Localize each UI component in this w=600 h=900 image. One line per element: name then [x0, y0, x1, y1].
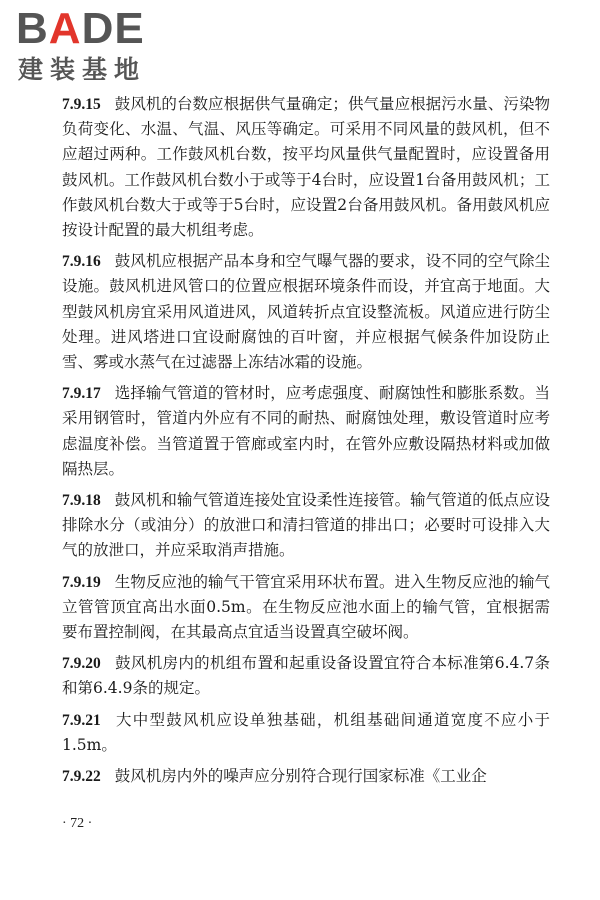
clause-number: 7.9.18: [62, 492, 101, 510]
clause-number: 7.9.19: [62, 573, 101, 591]
clause-text: 鼓风机的台数应根据供气量确定；供气量应根据污水量、污染物负荷变化、水温、气温、风压等确定。可采用不同风量的鼓风机，但不应超过两种。工作鼓风机台数，按平均风量供气量配置时，应设置备用鼓风机。工作鼓风机台数小于或等于4台时，应设置1台备用鼓风机；工作鼓风机台数大于或等于5台时，应设置2台备用鼓风机。备用鼓风机应按设计配置的最大机组考虑。: [62, 95, 550, 240]
bade-logo: [16, 4, 176, 84]
clause-number: 7.9.22: [62, 768, 101, 786]
page-number: · 72 ·: [62, 816, 93, 831]
clause-number: 7.9.20: [62, 655, 101, 673]
clause-7-9-15: [62, 92, 550, 243]
logo-subtitle: 建装基地: [18, 55, 147, 84]
clause-text: 选择输气管道的管材时，应考虑强度、耐腐蚀性和膨胀系数。当采用钢管时，管道内外应有不同的耐热、耐腐蚀处理，敷设管道时应考虑温度补偿。当管道置于管廊或室内时，在管外应敷设隔热材料或加做隔热层。: [62, 384, 550, 478]
clause-text: 鼓风机应根据产品本身和空气曝气器的要求，设不同的空气除尘设施。鼓风机进风管口的位置应根据环境条件而设，并宜高于地面。大型鼓风机房宜采用风道进风，风道转折点宜设整流板。风道应进行防尘处理。进风塔进口宜设耐腐蚀的百叶窗，并应根据气候条件加设防止雪、雾或水蒸气在过滤器上冻结冰霜的设施。: [62, 252, 550, 372]
clause-7-9-20: [62, 651, 550, 701]
clause-7-9-18: [62, 488, 550, 564]
clause-number: 7.9.16: [62, 253, 101, 271]
clause-7-9-21: [62, 708, 550, 758]
clause-number: 7.9.17: [62, 385, 101, 403]
clause-7-9-22: [62, 764, 550, 789]
clause-7-9-16: [62, 249, 550, 375]
clause-text: 大中型鼓风机应设单独基础，机组基础间通道宽度不应小于1.5m。: [62, 710, 550, 754]
logo-accent-letter: A: [48, 4, 82, 53]
clause-number: 7.9.21: [62, 711, 101, 729]
clause-number: 7.9.15: [62, 96, 101, 113]
logo-wordmark: BADE: [16, 4, 145, 53]
clause-7-9-17: [62, 381, 550, 482]
clause-text: 鼓风机房内的机组布置和起重设备设置宜符合本标准第6.4.7条和第6.4.9条的规定。: [62, 654, 550, 698]
clause-text: 鼓风机和输气管道连接处宜设柔性连接管。输气管道的低点应设排除水分（或油分）的放泄口和清扫管道的排出口；必要时可设排入大气的放泄口，并应采取消声措施。: [62, 491, 550, 560]
clause-7-9-19: [62, 570, 550, 646]
clause-text: 鼓风机房内外的噪声应分别符合现行国家标准《工业企: [114, 767, 487, 786]
document-body: [62, 92, 550, 795]
clause-text: 生物反应池的输气干管宜采用环状布置。进入生物反应池的输气立管管顶宜高出水面0.5m。在生物反应池水面上的输气管，宜根据需要布置控制阀，在其最高点宜适当设置真空破坏阀。: [62, 572, 550, 642]
